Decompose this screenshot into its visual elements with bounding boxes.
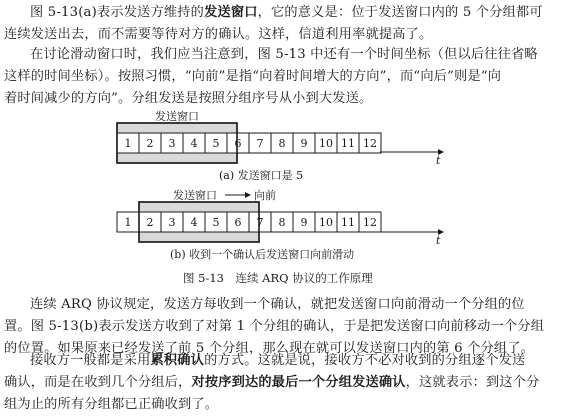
term-cumulative-ack: 累积确认 — [150, 353, 205, 368]
time-axis-label-b: t — [436, 234, 441, 247]
sequence-row-b — [117, 212, 381, 232]
text-run: 接收方一般都是采用 — [30, 353, 151, 368]
send-window-label-b: 发送窗口 — [173, 189, 217, 202]
seq-a-cell-label-6: 6 — [234, 137, 242, 150]
text-run: 确认，而是在收到几个分组后， — [4, 375, 192, 390]
text-run: 的方式。这就是说，接收方不必对收到的分组逐个发送 — [204, 353, 526, 368]
seq-b-cell-label-11: 11 — [341, 216, 355, 229]
seq-b-cell-label-2: 2 — [146, 216, 154, 229]
caption-a: (a) 发送窗口是 5 — [219, 169, 304, 182]
seq-a-cell-label-12: 12 — [363, 137, 377, 150]
paragraph-4-line-1 — [4, 350, 560, 372]
seq-b-cell-label-9: 9 — [300, 216, 308, 229]
term-send-window: 发送窗口 — [204, 5, 258, 20]
seq-b-cell-label-7: 7 — [256, 216, 264, 229]
seq-b-cell-label-4: 4 — [190, 216, 198, 229]
paragraph-3-line-1: 连续 ARQ 协议规定，发送方每收到一个确认，就把发送窗口向前滑动一个分组的位 — [30, 297, 525, 312]
paragraph-2-line-3: 着时间减少的方向”。分组发送是按照分组序号从小到大发送。 — [4, 91, 373, 106]
seq-a-cell-label-9: 9 — [300, 137, 308, 150]
text-run: 组为止的所有分组都已正确收到了。 — [4, 397, 219, 412]
seq-b-cell-label-1: 1 — [124, 216, 132, 229]
seq-b-cell-label-10: 10 — [319, 216, 333, 229]
seq-b-cell-label-12: 12 — [363, 216, 377, 229]
paragraph-4-line-3 — [4, 394, 560, 416]
text-run: 图 5-13(a)表示发送方维持的 — [30, 5, 205, 20]
seq-a-cell-label-1: 1 — [124, 137, 132, 150]
text-run: ，这就表示：到这个分 — [405, 375, 540, 390]
figure-caption: 图 5-13 连续 ARQ 协议的工作原理 — [183, 271, 373, 285]
paragraph-2-line-1: 在讨论滑动窗口时，我们应当注意到，图 5-13 中还有一个时间坐标（但以后往往省略 — [30, 47, 538, 62]
time-axis-label-a: t — [436, 154, 441, 167]
seq-a-cell-label-5: 5 — [212, 137, 220, 150]
seq-b-cell-label-3: 3 — [168, 216, 176, 229]
paragraph-4 — [4, 350, 560, 416]
forward-label: 向前 — [254, 189, 276, 202]
text-run: 连续发送出去，而不需要等待对方的确认。这样，信道利用率就提高了。 — [4, 27, 433, 42]
seq-a-cell-label-3: 3 — [168, 137, 176, 150]
seq-a-cell-label-7: 7 — [256, 137, 264, 150]
seq-a-cell-label-4: 4 — [190, 137, 198, 150]
seq-b-cell-label-6: 6 — [234, 216, 242, 229]
forward-arrow-icon — [245, 192, 251, 198]
send-window-label-a: 发送窗口 — [155, 110, 199, 123]
paragraph-3-line-3: 的位置。如果原来已经发送了前 5 个分组，那么现在就可以发送窗口内的第 6 个分组了。 — [4, 341, 535, 356]
caption-b: (b) 收到一个确认后发送窗口向前滑动 — [170, 248, 355, 261]
seq-b-cell-label-5: 5 — [212, 216, 220, 229]
seq-b-cell-label-8: 8 — [278, 216, 286, 229]
text-run: ，它的意义是：位于发送窗口内的 5 个分组都可 — [257, 5, 543, 20]
seq-a-cell-label-10: 10 — [319, 137, 333, 150]
paragraph-2-line-2: 这样的时间坐标）。按照习惯，“向前”是指“向着时间增大的方向”，而“向后”则是“向 — [4, 69, 502, 84]
seq-a-cell-label-8: 8 — [278, 137, 286, 150]
seq-a-cell-label-11: 11 — [341, 137, 355, 150]
seq-a-cell-label-2: 2 — [146, 137, 154, 150]
term-ack-last-in-order: 对按序到达的最后一个分组发送确认 — [191, 375, 406, 390]
sequence-row-a — [117, 133, 381, 153]
paragraph-3-line-2: 置。图 5-13(b)表示发送方收到了对第 1 个分组的确认，于是把发送窗口向前移动一个分组 — [4, 319, 545, 334]
paragraph-4-line-2 — [4, 372, 560, 394]
